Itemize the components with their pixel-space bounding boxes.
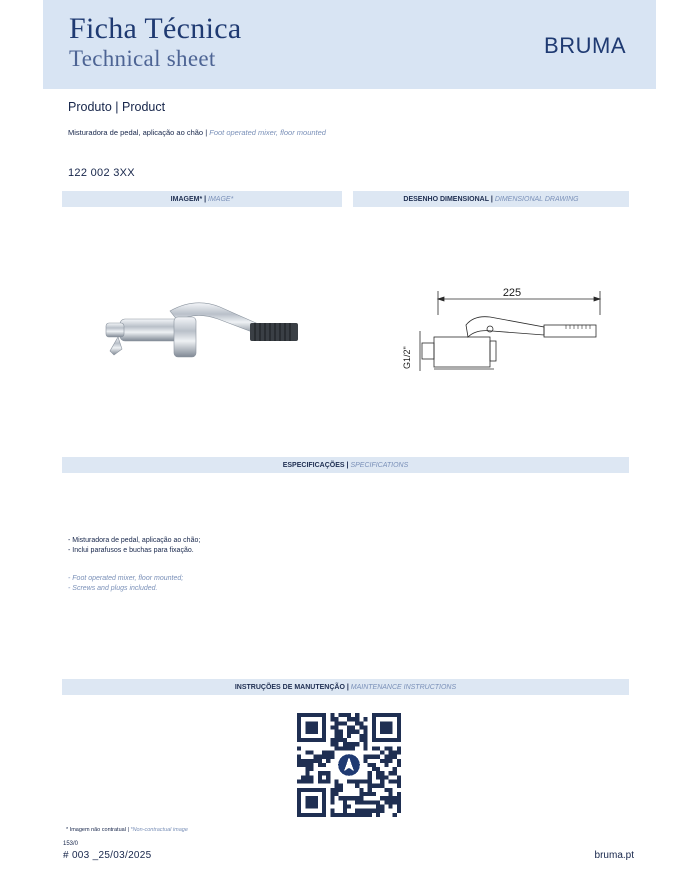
footnote <box>66 827 188 833</box>
product-image <box>100 293 305 371</box>
product-desc-pt: Misturadora de pedal, aplicação ao chão <box>68 128 204 137</box>
separator: | <box>344 461 351 469</box>
product-desc-en: Foot operated mixer, floor mounted <box>209 128 326 137</box>
spec-item: - Inclui parafusos e buchas para fixação. <box>68 546 194 554</box>
separator: | <box>344 683 351 691</box>
specs-list-en <box>68 574 183 593</box>
title-pt: Ficha Técnica <box>69 12 242 45</box>
drawing-label-pt: DESENHO DIMENSIONAL <box>403 195 489 203</box>
footnote-en: *Non-contractual image <box>130 827 188 833</box>
separator: | <box>115 100 122 114</box>
product-code: 122 002 3XX <box>68 167 135 179</box>
dimension-width-label: 225 <box>502 287 522 299</box>
drawing-section-bar <box>353 191 629 207</box>
maintenance-label-en: MAINTENANCE INSTRUCTIONS <box>350 683 457 691</box>
separator: | <box>205 128 210 137</box>
website-link[interactable]: bruma.pt <box>594 850 634 861</box>
product-heading-en: Product <box>122 100 166 114</box>
maintenance-label-pt: INSTRUÇÕES DE MANUTENÇÃO <box>234 683 345 691</box>
document-number: # 003 _25/03/2025 <box>63 850 152 861</box>
image-label-pt: IMAGEM* <box>170 195 203 203</box>
separator: | <box>488 195 495 203</box>
pedal-pad <box>250 323 298 341</box>
specs-list-pt <box>68 536 200 555</box>
header-banner <box>43 0 656 89</box>
title-en: Technical sheet <box>69 46 216 71</box>
brand-logo: BRUMA <box>544 33 626 58</box>
dimension-thread-label: G1/2" <box>402 346 412 369</box>
image-label-en: IMAGE* <box>208 195 234 203</box>
separator: | <box>127 827 131 833</box>
product-heading <box>68 100 165 114</box>
product-heading-pt: Produto <box>68 100 112 114</box>
image-section-bar <box>62 191 342 207</box>
maintenance-qr-code[interactable] <box>297 713 401 817</box>
specs-label-en: SPECIFICATIONS <box>350 461 409 469</box>
maintenance-section-bar <box>62 679 629 695</box>
separator: | <box>202 195 209 203</box>
spec-item: - Screws and plugs included. <box>68 584 158 592</box>
footnote-pt: * Imagem não contratual <box>66 827 126 833</box>
drawing-label-en: DIMENSIONAL DRAWING <box>494 195 579 203</box>
product-description <box>68 128 326 137</box>
spec-item: - Foot operated mixer, floor mounted; <box>68 575 184 582</box>
specs-label-pt: ESPECIFICAÇÕES <box>282 461 345 469</box>
spec-item: - Misturadora de pedal, aplicação ao chão; <box>68 537 201 544</box>
specs-section-bar <box>62 457 629 473</box>
dimensional-drawing <box>394 285 604 377</box>
reference-code: 153/0 <box>63 841 79 847</box>
